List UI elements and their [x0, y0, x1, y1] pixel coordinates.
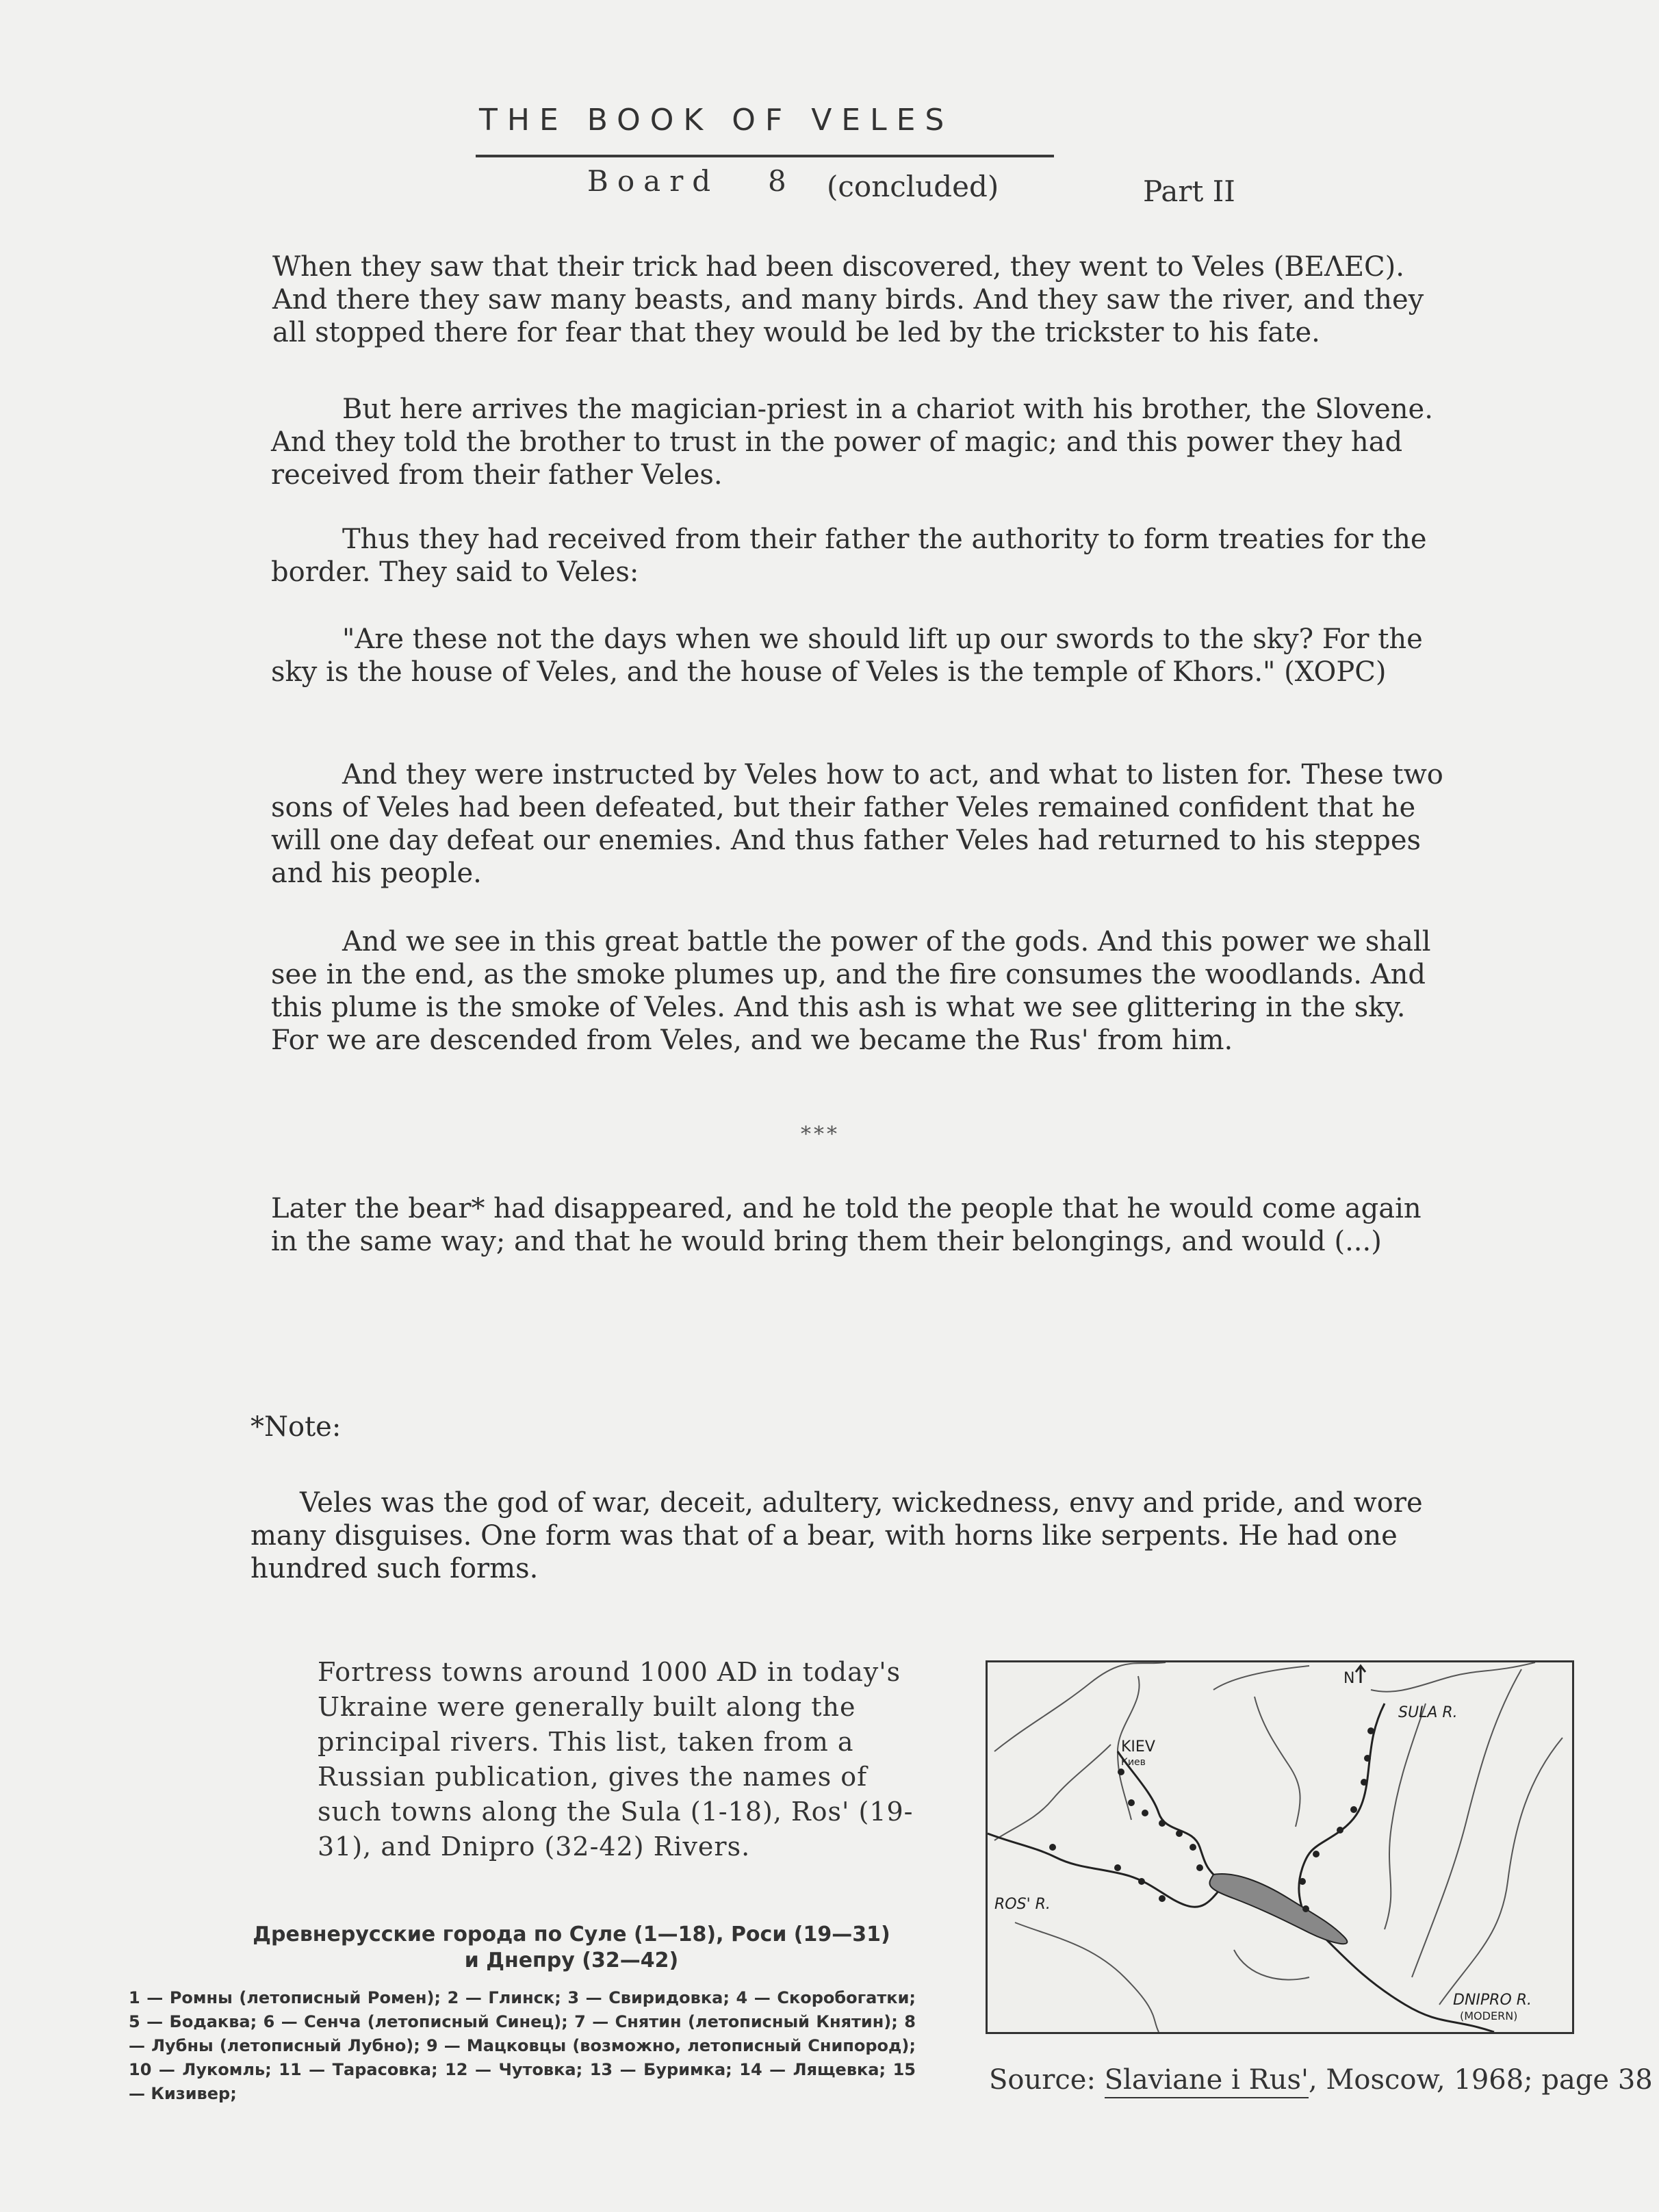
- town-marker: [1159, 1820, 1166, 1827]
- sula-river: [1299, 1703, 1385, 1929]
- town-marker: [1364, 1755, 1371, 1762]
- source-prefix: Source:: [989, 2064, 1105, 2096]
- part-label: Part II: [1143, 175, 1235, 208]
- body-paragraph: "Are these not the days when we should lift up our swords to the sky? For the sky is the house of Veles, and the house of Veles is the temple of Khors." (XOPC): [271, 623, 1423, 688]
- body-paragraph: And they were instructed by Veles how to act, and what to listen for. These two sons of Veles had been defeated, but their father Veles remained confident that he will one day defeat our enemies. And thus father Veles had returned to his steppes and his people.: [271, 759, 1443, 889]
- river-line: [1439, 1738, 1562, 2005]
- board-label: Board: [587, 164, 720, 198]
- town-marker: [1313, 1851, 1320, 1857]
- river-line: [1255, 1697, 1300, 1827]
- dnipro-river: [1118, 1751, 1494, 2032]
- town-marker: [1049, 1844, 1056, 1851]
- town-marker: [1142, 1810, 1148, 1816]
- north-label: N: [1343, 1670, 1355, 1687]
- town-marker: [1299, 1878, 1306, 1885]
- book-title: THE BOOK OF VELES: [479, 103, 954, 138]
- note-heading: *Note:: [250, 1411, 342, 1443]
- dnipro-sublabel: (MODERN): [1460, 2009, 1518, 2022]
- kiev-label: KIEV: [1121, 1738, 1155, 1756]
- town-marker: [1159, 1895, 1166, 1902]
- ros-label: ROS' R.: [994, 1896, 1051, 1913]
- kiev-sublabel: Киев: [1121, 1757, 1146, 1768]
- town-marker: [1367, 1727, 1374, 1734]
- dnipro-label: DNIPRO R.: [1453, 1992, 1532, 2009]
- source-suffix: , Moscow, 1968; page 38: [1308, 2064, 1653, 2096]
- river-line: [1234, 1950, 1309, 1980]
- map-drawing: [988, 1662, 1572, 2032]
- town-marker: [1361, 1779, 1367, 1786]
- town-marker: [1118, 1769, 1124, 1775]
- river-line: [994, 1745, 1111, 1840]
- body-paragraph: Thus they had received from their father the authority to form treaties for the border. They said to Veles:: [271, 524, 1427, 588]
- board-number: 8: [768, 164, 786, 198]
- sula-label: SULA R.: [1398, 1704, 1458, 1721]
- russian-heading-line1: Древнерусские города по Суле (1—18), Роси (19—31): [253, 1922, 890, 1946]
- russian-heading-line2: и Днепру (32—42): [464, 1949, 679, 1972]
- town-marker: [1196, 1864, 1203, 1871]
- town-marker: [1302, 1905, 1309, 1912]
- town-marker: [1189, 1844, 1196, 1851]
- river-line: [1385, 1703, 1426, 1929]
- town-marker: [1176, 1830, 1183, 1837]
- body-paragraph: When they saw that their trick had been discovered, they went to Veles (BEɅEC). And there they saw many beasts, and many birds. And they saw the river, and they all stopped there for fear that they would be led by the trickster to his fate.: [272, 251, 1424, 348]
- town-marker: [1114, 1864, 1121, 1871]
- body-paragraph: But here arrives the magician-priest in a chariot with his brother, the Slovene. And they told the brother to trust in the power of magic; and this power they had received from their father Veles.: [271, 394, 1433, 491]
- town-marker: [1138, 1878, 1145, 1885]
- russian-town-list: 1 — Ромны (летописный Ромен); 2 — Глинск; 3 — Свиридовка; 4 — Скоробогатки; 5 — Бодаква; 6 — Сенча (летописный Синец); 7 — Снятин (летописный Княтин); 8 — Лубны (летописный Лубно); 9 — Мацковцы (возможно, летописный Снипород); 10 — Лукомль; 11 — Тарасовка; 12 — Чутовка; 13 — Буримка; 14 — Лящевка; 15 — Кизивер;: [129, 1988, 916, 2103]
- town-marker: [1337, 1827, 1343, 1834]
- russian-heading: [226, 1922, 917, 1974]
- body-paragraph-final: Later the bear* had disappeared, and he told the people that he would come again in the same way; and that he would bring them their belongings, and would (...): [271, 1193, 1422, 1257]
- source-citation: [989, 2064, 1653, 2096]
- river-line: [1213, 1666, 1309, 1690]
- body-paragraph: And we see in this great battle the power of the gods. And this power we shall see in the end, as the smoke plumes up, and the fire consumes the woodlands. And this plume is the smoke of Veles. And this ash is what we see glittering in the sky. For we are descended from Veles, and we became the Rus' from him.: [271, 926, 1431, 1056]
- map-caption: Fortress towns around 1000 AD in today's Ukraine were generally built along the principal rivers. This list, taken from a Russian publication, gives the names of such towns along the Sula (1-18), Ros' (19-31), and Dnipro (32-42) Rivers.: [318, 1657, 914, 1862]
- town-marker: [1350, 1806, 1357, 1813]
- river-line: [1371, 1662, 1535, 1692]
- north-arrow-icon: [1356, 1666, 1365, 1683]
- section-separator: ***: [801, 1122, 840, 1146]
- concluded-label: (concluded): [827, 170, 999, 203]
- source-title: Slaviane i Rus': [1105, 2064, 1309, 2098]
- reservoir: [1209, 1874, 1347, 1944]
- fortress-towns-map: [986, 1660, 1574, 2034]
- note-text: Veles was the god of war, deceit, adultery, wickedness, envy and pride, and wore many disguises. One form was that of a bear, with horns like serpents. He had one hundred such forms.: [250, 1487, 1423, 1584]
- title-underline: [476, 155, 1054, 157]
- river-line: [1015, 1922, 1159, 2032]
- town-marker: [1128, 1799, 1135, 1806]
